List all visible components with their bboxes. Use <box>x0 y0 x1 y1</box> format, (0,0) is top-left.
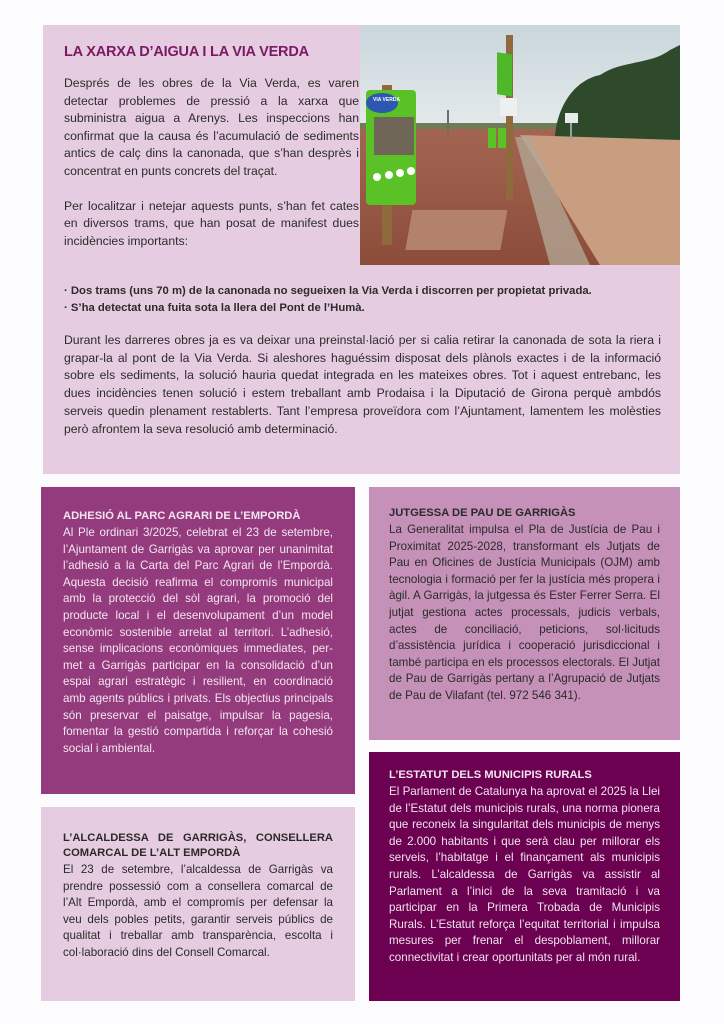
incident-item: · Dos trams (uns 70 m) de la canonada no segueixen la Via Verda i discorren per propietat privada. <box>64 285 592 297</box>
article-text: El 23 de setembre, l’alcaldessa de Garrigàs va prendre possessió com a consellera comarcal de l’Alt Empordà, amb el compromís per defensar la veu dels pobles petits, garantir serveis públics de qualitat i treballar amb transparència, escolta i col·laboració dins del Consell Comarcal. <box>63 863 333 959</box>
article-text: La Generalitat impulsa el Pla de Justícia de Pau i Proximitat 2025-2028, transformant els Jutjats de Pau en Oficines de Justícia Municipals (OJM) amb tecnologia i formació per fer la justícia més propera i àgil. A Garrigàs, la jutgessa és Ester Ferrer Serra. El jutjat gestiona actes processals, judicis verbals, actes de conciliació, peticions, sol·licituds d’assistència jurídica i cooperació jurisdiccional i també participa en els processos electorals. El Jutjat de Pau de Garrigàs pertany a l’Agrupació de Jutjats de Pau de Vilafant (tel. 972 546 341). <box>389 523 660 702</box>
article-text: Al Ple ordinari 3/2025, celebrat el 23 de setembre, l’Ajuntament de Garrigàs va aprovar per unanimitat l’adhesió a la Carta del Parc Agrari de l’Empordà. Aquesta decisió reafirma el compromís municipal amb la protecció del sòl agrari, la promoció del producte local i el desenvolupament d’un model econòmic sostenible arrelat al territori. L’adhesió, sense implicacions econòmiques immediates, permet a Garrigàs participar en la consolidació d’un espai agrari estratègic i resilient, en coordinació amb agents públics i privats. Els objectius principals són preservar el paisatge, impulsar la pagesia, fomentar la gestió compartida i reforçar la cohesió social i ambiental. <box>63 526 333 755</box>
article-jutgessa-de-pau <box>369 487 680 740</box>
article-title: L’ESTATUT DELS MUNICIPIS RURALS <box>389 769 592 781</box>
article-title: JUTGESSA DE PAU DE GARRIGÀS <box>389 507 576 519</box>
article-estatut-municipis-rurals <box>369 752 680 1001</box>
article-text: El Parlament de Catalunya ha aprovat el 2025 la Llei de l’Estatut dels municipis rurals, una norma pionera que reconeix la singularitat dels municipis de menys de 2.000 habitants i que serà clau per millorar els serveis, l’habitatge i el finançament als municipis rurals. L’alcaldessa de Garrigàs va assistir al Parlament a l’inici de la seva tramitació i va participar en la Primera Trobada de Municipis Rurals. L’Estatut reforça l’equitat territorial i impulsa mesures per frenar el despoblament, millorar connectivitat i crear oportunitats per al món rural. <box>389 785 660 964</box>
article-body: Durant les darreres obres ja es va deixar una preinstal·lació per si calia retirar la canonada de sota la riera i grapar-la al pont de la Via Verda. Si aleshores haguéssim disposat dels plànols exactes i de la informació sobre els sediments, la solució hauria quedat integrada en les mateixes obres. Tot i aquest entrebanc, les dues incidències tenen solució i estem treballant amb Prodaisa i la Diputació de Girona perquè ambdós serveis quedin plenament restablerts. Tant l’empresa proveïdora com l’Ajuntament, lamentem les molèsties però afrontem la seva resolució amb determinació. <box>64 333 661 436</box>
intro-paragraph: Per localitzar i netejar aquests punts, s’han fet cates en diversos trams, que han posat de manifest dues incidències importants: <box>64 198 359 248</box>
article-title: L’ALCALDESSA DE GARRIGÀS, CONSELLERA COMARCAL DE L’ALT EMPORDÀ <box>63 832 333 859</box>
via-verda-photo <box>360 25 680 265</box>
article-alcaldessa-consellera <box>41 807 355 1001</box>
incident-item: · S’ha detectat una fuita sota la llera del Pont de l’Humà. <box>64 302 365 314</box>
article-title: ADHESIÓ AL PARC AGRARI DE L’EMPORDÀ <box>63 510 301 522</box>
article-title: LA XARXA D’AIGUA I LA VIA VERDA <box>64 44 309 60</box>
article-intro <box>64 75 359 267</box>
intro-paragraph: Després de les obres de la Via Verda, es varen detectar problemes de pressió a la xarxa que subministra aigua a Arenys. Les inspeccions han confirmat que la causa és l’acumulació de sediments antics de calç dins la canonada, que s’han desprès i concentrat en punts concrets del traçat. <box>64 76 359 178</box>
top-article <box>43 25 680 474</box>
article-parc-agrari <box>41 487 355 794</box>
sign-label-text: VIA VERDA <box>373 97 401 103</box>
incident-list <box>64 283 664 317</box>
